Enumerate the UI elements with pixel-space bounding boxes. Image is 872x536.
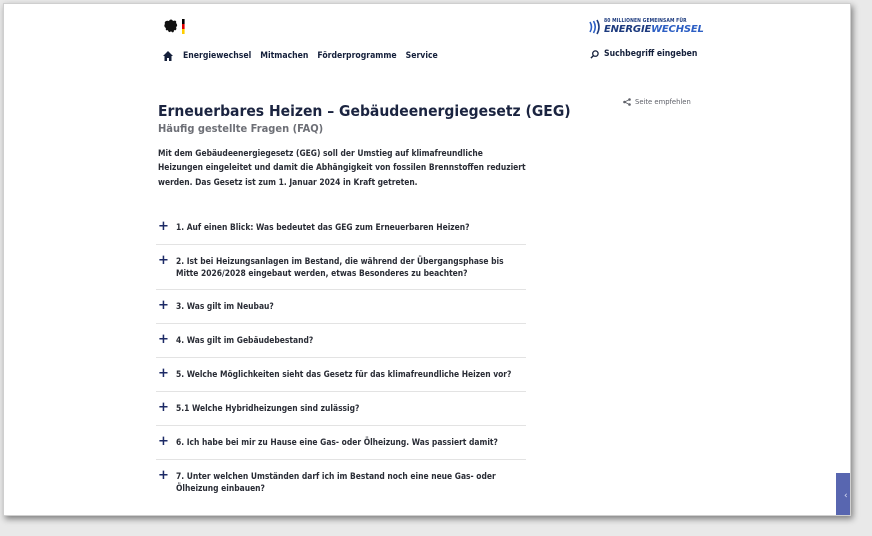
nav-item-energiewechsel[interactable]: Energiewechsel [183, 51, 252, 61]
faq-item-2[interactable] [156, 245, 526, 290]
brand-name-part1: ENERGIE [604, 24, 652, 35]
faq-item-5[interactable] [156, 358, 526, 392]
brand-name [604, 24, 704, 35]
faq-question[interactable]: 5. Welche Möglichkeiten sieht das Gesetz für das klimafreundliche Heizen vor? [176, 369, 512, 379]
expand-plus-icon[interactable]: + [158, 298, 169, 313]
feedback-side-tab[interactable] [836, 473, 850, 516]
federal-eagle-icon[interactable] [162, 18, 190, 36]
expand-plus-icon[interactable]: + [158, 400, 169, 415]
expand-plus-icon[interactable]: + [158, 434, 169, 449]
share-icon [623, 98, 631, 106]
search-icon [590, 50, 599, 59]
faq-question[interactable]: 5.1 Welche Hybridheizungen sind zulässig? [176, 403, 360, 413]
browser-viewport [3, 3, 851, 516]
faq-item-5-1[interactable] [156, 392, 526, 426]
expand-plus-icon[interactable]: + [158, 366, 169, 381]
expand-plus-icon[interactable]: + [158, 332, 169, 347]
expand-plus-icon[interactable]: + [158, 468, 169, 483]
share-button[interactable] [623, 98, 691, 106]
main-navigation [162, 49, 447, 63]
search-trigger[interactable] [590, 49, 697, 59]
faq-question[interactable]: 3. Was gilt im Neubau? [176, 301, 274, 311]
faq-question[interactable]: 2. Ist bei Heizungsanlagen im Bestand, die während der Übergangsphase bis Mitte 2026/2028 eingebaut werden, etwas Besonderes zu beachten? [176, 256, 504, 278]
nav-item-service[interactable]: Service [405, 51, 438, 61]
page-title: Erneuerbares Heizen – Gebäudeenergiegesetz (GEG) [158, 102, 571, 120]
faq-question[interactable]: 7. Unter welchen Umständen darf ich im Bestand noch eine neue Gas- oder Ölheizung einbauen? [176, 471, 496, 493]
search-label: Suchbegriff eingeben [604, 49, 698, 59]
faq-question[interactable]: 6. Ich habe bei mir zu Hause eine Gas- oder Ölheizung. Was passiert damit? [176, 437, 498, 447]
faq-item-1[interactable] [156, 211, 526, 245]
brand-tagline: 80 MILLIONEN GEMEINSAM FÜR [604, 18, 687, 24]
nav-item-foerderprogramme[interactable]: Förderprogramme [317, 51, 397, 61]
faq-item-3[interactable] [156, 290, 526, 324]
chevron-left-icon: ‹ [844, 491, 848, 501]
brand-name-part2: WECHSEL [651, 24, 704, 35]
faq-question[interactable]: 4. Was gilt im Gebäudebestand? [176, 335, 314, 345]
faq-item-7[interactable] [156, 460, 526, 504]
page-subtitle: Häufig gestellte Fragen (FAQ) [158, 122, 324, 135]
faq-question[interactable]: 1. Auf einen Blick: Was bedeutet das GEG zum Erneuerbaren Heizen? [176, 222, 470, 232]
home-icon[interactable] [162, 50, 174, 62]
energiewechsel-logo[interactable] [588, 18, 704, 40]
faq-item-6[interactable] [156, 426, 526, 460]
faq-accordion [156, 211, 526, 504]
share-label: Seite empfehlen [635, 98, 691, 106]
expand-plus-icon[interactable]: + [158, 219, 169, 234]
sound-waves-icon [588, 19, 602, 35]
nav-item-mitmachen[interactable]: Mitmachen [260, 51, 309, 61]
faq-item-4[interactable] [156, 324, 526, 358]
intro-text: Mit dem Gebäudeenergiegesetz (GEG) soll der Umstieg auf klimafreundliche Heizungen eingeleitet und damit die Abhängigkeit von fossilen Brennstoffen reduziert werden. Das Gesetz ist zum 1. Januar 2024 in Kraft getreten. [158, 148, 526, 187]
expand-plus-icon[interactable]: + [158, 253, 169, 268]
